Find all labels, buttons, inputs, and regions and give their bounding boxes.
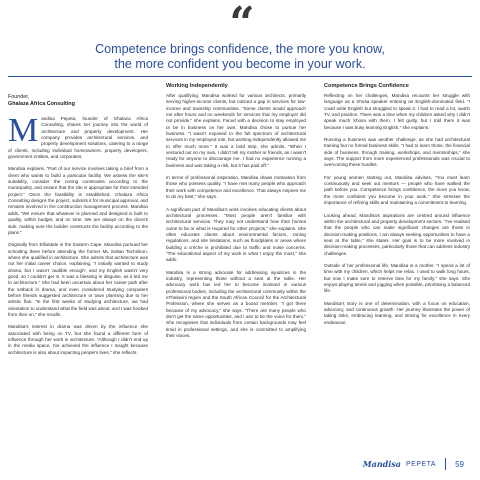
page-footer	[363, 458, 464, 470]
section-heading: Working Independently	[166, 83, 228, 89]
paragraph: Originally from Elliotdale in the Eastern Cape, Mandisa pursued her schooling there before attending the former ML Sultan Technikon, where she qualified in architecture. She admits that architecture was not her initial career choice, explaining, "I initially wanted to study drama, but I wasn't 'audible enough', and my English wasn't very good, so I couldn't get in. It was a blessing in disguise, as it led me to architecture." She had been uncertain about her career path after the setback in drama, and even considered studying computers before friends suggested architecture or town planning due to her artistic flair. "In the first weeks of studying architecture, we had orientation to understand what the field was about, and I was hooked from then on," she recalls.	[8, 242, 148, 317]
byline-org: Ghalaza Africa Consulting	[8, 101, 75, 107]
byline-role: Founder,	[8, 94, 30, 100]
pull-quote	[40, 42, 440, 72]
pull-quote-line-2: the more confident you become in your work.	[114, 57, 366, 71]
section-heading: Competence Brings Confidence	[324, 83, 409, 89]
quote-mark-icon: “	[229, 0, 251, 49]
paragraph: In terms of professional inspiration, Mandisa draws motivation from those who possess quality. "I have met many people who approach their work with competence and excellence. That always inspires me to do my best," she says.	[166, 175, 306, 200]
paragraph: A significant part of Mandisa's work involves educating clients about architectural processes. "Most people aren't familiar with architectural services. They may not understand how their homes came to be or what is required for other projects," she explains. She often educates clients about environmental factors, zoning regulations, and site limitations, such as floodplains or areas where building a crèche is prohibited due to traffic and noise concerns. "The educational aspect of my work is what I enjoy the most," she adds.	[166, 206, 306, 263]
paragraph: Running a business was another challenge, as she had architectural training but no formal business skills. "I had to learn those, the financial side of business, through training, workshops, and mentorships," she says. The support from more experienced professionals was crucial to overcoming these hurdles.	[324, 137, 470, 168]
paragraph: Looking ahead, Mandisa's aspirations are centred around influence within the architectural and property development sectors. "I've realised that the people who can make significant changes are those in decision-making positions. I am always seeking opportunities to have a seat at the table," she states. Her goal is to be more involved in decision-making processes, particularly those that can address industry challenges.	[324, 212, 470, 256]
paragraph: For young women starting out, Mandisa advises, "You must learn continuously and seek out mentors — people who have walked the path before you. Competence brings confidence, the more you know, the more confident you become in your work." She stresses the importance of refining skills and maintaining a commitment to learning.	[324, 174, 470, 206]
article-column-1	[8, 82, 148, 454]
paragraph: Mandisa explains, "Part of our service involves taking a brief from a client who wants to build a particular facility. We assess the site's suitability, consider the zoning constraints according to the municipality, and ensure that the site is appropriate for their intended project." Once the feasibility is established, Ghalaza Africa Consulting designs the project, submits it for municipal approval, and remains involved in the construction management process. Mandisa adds, "We ensure that whatever is planned and designed is built to quality, within budget, and on time. We are always on the client's side, making sure the builder constructs the facility according to the plans."	[8, 166, 148, 235]
pull-quote-line-1: Competence brings confidence, the more you know,	[95, 42, 385, 56]
paragraph: Outside of her professional life, Mandisa is a mother. "I spend a lot of time with my children, which helps me relax. I used to walk long hours, but now I make sure to reserve time for my family," she says. She enjoys playing tennis and jogging when possible, prioritising a balanced life.	[324, 262, 470, 294]
intro-paragraph	[8, 112, 148, 160]
paragraph: Reflecting on her challenges, Mandisa recounts her struggle with language as a Xhosa speaker entering an English-dominated field. "I could write English but struggled to speak it. I had to read a lot, watch TV, and practice. There was a time when my children asked why I didn't speak much Xhosa with them. I felt guilty, but I told them it was because I was busy learning English," she explains.	[324, 93, 470, 130]
article-column-2	[166, 82, 306, 454]
footer-divider	[445, 458, 446, 470]
surname: PEPETA	[405, 460, 437, 468]
page-number: 59	[455, 459, 464, 469]
paragraph: Mandisa's interest in drama was driven by the influence she associated with being on TV, but she found a different form of influence through her work in architecture. "Although I didn't end up in the media space, I've achieved the influence I sought because architecture is also about impacting people's lives," she reflects.	[8, 324, 148, 355]
paragraph-text: andisa Pepeta, founder of Ghalaza Africa Consulting, shares her journey into the world of architecture and property development. Her company provides architectural services, and property development solutions, catering to a range of clients, including individual homeowners, property developers, government entities, and corporates.	[8, 116, 148, 160]
paragraph: After qualifying, Mandisa worked for various architects, primarily serving higher-income clients, but noticed a gap in services for low-income and township communities. "Some clients would approach me after hours and on weekends for services that my employer did not provide," she explains. Faced with a decision to stay employed or be in business on her own, Mandisa chose to pursue her business. "I wasn't exposed to the full spectrum of architectural services in my employed role, but working independently allowed me to offer much more." It was a bold step, she admits. "When I ventured out on my own, I didn't tell my mother or friends, as I wasn't ready for anyone to discourage me. I had no experience running a business and was taking a risk, but it has paid off."	[166, 93, 306, 168]
drop-cap: M	[8, 112, 39, 149]
paragraph: Mandisa is a strong advocate for addressing injustices in the industry, representing those without a seat at the table. Her advocacy work has led her to become involved in various professional bodies, including the architectural community within the eThekwini region and the South African Council for the Architectural Profession, where she serves as a board member. "I got there because of my advocacy," she says. "There are many people who don't get the same opportunities, and I aim to be the voice for them." She recognises that individuals from certain backgrounds may feel timid in professional settings, and she is committed to amplifying their voices.	[166, 269, 306, 339]
signature: Mandisa	[362, 459, 401, 469]
article-column-3	[324, 82, 470, 454]
divider	[8, 76, 472, 77]
paragraph: Mandisa's story is one of determination, with a focus on education, advocacy, and continuous growth. Her journey illustrates the power of taking risks, embracing learning, and striving for excellence in every endeavour.	[324, 300, 470, 325]
